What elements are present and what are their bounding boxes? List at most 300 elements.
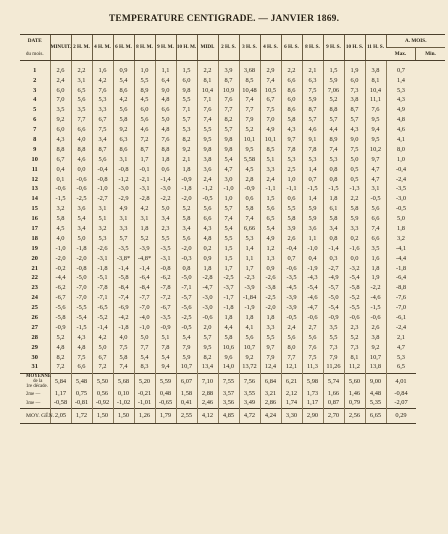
value-cell: -7,1: [176, 284, 197, 294]
value-cell: 2,6: [365, 323, 386, 333]
value-cell: 3,8: [365, 333, 386, 343]
value-cell: 3,4: [155, 214, 176, 224]
mean-cell: 4,01: [386, 373, 416, 390]
value-cell: -3,2: [344, 264, 365, 274]
value-cell: 9,2: [113, 125, 134, 135]
value-cell: 4,8: [386, 115, 416, 125]
header-hour: 4 H. S.: [260, 35, 281, 61]
value-cell: -0,8: [92, 175, 113, 185]
general-mean-cell: 2,70: [323, 409, 344, 424]
value-cell: 7,4: [260, 76, 281, 86]
value-cell: 12,4: [260, 363, 281, 373]
value-cell: -1,2: [197, 185, 218, 195]
mean-label: [20, 399, 50, 409]
value-cell: -4,7: [302, 303, 323, 313]
value-cell: 11,2: [344, 363, 365, 373]
header-hour: 6 H. M.: [113, 35, 134, 61]
table-row: [20, 66, 445, 76]
value-cell: 3,5: [50, 106, 71, 116]
value-cell: 1,5: [323, 66, 344, 76]
value-cell: 5,8: [113, 115, 134, 125]
value-cell: -1,4: [134, 264, 155, 274]
value-cell: 2,0: [197, 323, 218, 333]
value-cell: 1,7: [134, 155, 155, 165]
value-cell: 7,7: [218, 106, 239, 116]
mean-cell: 5,84: [50, 373, 71, 390]
general-mean-cell: 4,24: [260, 409, 281, 424]
value-cell: -5,4: [71, 313, 92, 323]
mean-label-decade: 3me —: [26, 400, 41, 406]
value-cell: 13,8: [365, 363, 386, 373]
value-cell: -6,7: [50, 293, 71, 303]
value-cell: -4,0: [134, 313, 155, 323]
value-cell: 6,0: [50, 125, 71, 135]
mean-cell: 2,88: [197, 390, 218, 399]
table-row: [20, 323, 445, 333]
mean-cell: 6,07: [176, 373, 197, 390]
value-cell: 2,7: [302, 323, 323, 333]
value-cell: 0,6: [239, 195, 260, 205]
value-cell: 7,7: [281, 353, 302, 363]
header-date-line2: du mois.: [25, 50, 44, 57]
value-cell: 1,0: [386, 155, 416, 165]
table-row: [20, 155, 445, 165]
value-cell: 1,8: [197, 264, 218, 274]
general-mean-cell: 1,26: [134, 409, 155, 424]
value-cell: 1,5: [218, 244, 239, 254]
general-mean-cell: 1,50: [113, 409, 134, 424]
day-cell: 5: [33, 106, 37, 114]
table-row: [20, 214, 445, 224]
value-cell: 0,8: [323, 175, 344, 185]
value-cell: 8,0: [386, 145, 416, 155]
day-cell: 15: [31, 205, 38, 213]
value-cell: -6,4: [386, 274, 416, 284]
value-cell: -0,2: [50, 264, 71, 274]
value-cell: 5,5: [176, 96, 197, 106]
header-hour: 10 H. S.: [344, 35, 365, 61]
value-cell: -2,2: [155, 195, 176, 205]
table-row: [20, 293, 445, 303]
value-cell: 8,6: [113, 145, 134, 155]
value-cell: 3,3: [260, 165, 281, 175]
value-cell: 10,48: [239, 86, 260, 96]
value-cell: -1,8: [218, 303, 239, 313]
value-cell: 8,8: [155, 145, 176, 155]
value-cell: -4,9: [323, 274, 344, 284]
value-cell: 9,5: [239, 145, 260, 155]
value-cell: 5,9: [302, 204, 323, 214]
table-row: [20, 175, 445, 185]
value-cell: -0,5: [197, 195, 218, 205]
value-cell: 5,7: [176, 115, 197, 125]
value-cell: -7,8: [92, 284, 113, 294]
value-cell: -1,6: [344, 244, 365, 254]
value-cell: 6,1: [323, 204, 344, 214]
header-hour: 8 H. M.: [134, 35, 155, 61]
value-cell: 5,5: [155, 234, 176, 244]
value-cell: 7,4: [365, 224, 386, 234]
value-cell: 9,2: [365, 343, 386, 353]
day-cell: 27: [31, 323, 38, 331]
value-cell: 5,8: [176, 214, 197, 224]
value-cell: 5,2: [239, 125, 260, 135]
value-cell: 1,8: [155, 155, 176, 165]
value-cell: 14,0: [218, 363, 239, 373]
value-cell: 5,7: [344, 115, 365, 125]
value-cell: 7,5: [260, 106, 281, 116]
value-cell: 7,4: [218, 214, 239, 224]
value-cell: -0,9: [50, 323, 71, 333]
value-cell: 7,06: [323, 86, 344, 96]
value-cell: 5,7: [218, 204, 239, 214]
mean-cell: 1,46: [344, 390, 365, 399]
mean-cell: 0,48: [155, 390, 176, 399]
value-cell: 7,2: [92, 363, 113, 373]
value-cell: 5,2: [323, 96, 344, 106]
value-cell: 6,0: [176, 76, 197, 86]
value-cell: 3,3: [344, 224, 365, 234]
value-cell: 8,8: [323, 106, 344, 116]
header-hour: 4 H. M.: [92, 35, 113, 61]
mean-label-decade: 1re décade.: [26, 384, 48, 390]
value-cell: -6,5: [92, 303, 113, 313]
general-mean-cell: 1,50: [92, 409, 113, 424]
value-cell: 1,5: [260, 195, 281, 205]
value-cell: 6,5: [71, 86, 92, 96]
value-cell: -5,8: [344, 284, 365, 294]
value-cell: 0,7: [386, 66, 416, 76]
value-cell: 5,2: [176, 204, 197, 214]
value-cell: 6,6: [281, 76, 302, 86]
value-cell: -1,0: [50, 244, 71, 254]
value-cell: 5,4: [71, 214, 92, 224]
mean-cell: 5,20: [134, 373, 155, 390]
day-cell: 1: [33, 66, 37, 74]
day-cell: 9: [33, 145, 37, 153]
value-cell: 0,5: [344, 175, 365, 185]
table-row: [20, 204, 445, 214]
value-cell: -4,7: [197, 284, 218, 294]
value-cell: 1,9: [344, 66, 365, 76]
table-row: [20, 343, 445, 353]
value-cell: 7,5: [92, 125, 113, 135]
value-cell: 8,6: [281, 86, 302, 96]
mean-cell: 1,66: [323, 390, 344, 399]
table-row: [20, 106, 445, 116]
value-cell: 1,0: [218, 195, 239, 205]
value-cell: 8,2: [197, 353, 218, 363]
value-cell: 3,6: [302, 224, 323, 234]
value-cell: -1,9: [302, 264, 323, 274]
day-cell: 31: [31, 363, 38, 371]
day-cell: 7: [33, 126, 37, 134]
value-cell: 1,0: [134, 66, 155, 76]
value-cell: -5,1: [92, 274, 113, 284]
value-cell: -7,8: [155, 284, 176, 294]
value-cell: -7,6: [386, 293, 416, 303]
value-cell: 5,9: [302, 214, 323, 224]
value-cell: -2,7: [92, 195, 113, 205]
value-cell: 5,7: [197, 333, 218, 343]
value-cell: 4,9: [260, 125, 281, 135]
value-cell: 4,9: [386, 106, 416, 116]
value-cell: 0,6: [281, 195, 302, 205]
value-cell: -7,0: [71, 293, 92, 303]
mean-cell: 2,86: [260, 399, 281, 409]
value-cell: -1,8: [176, 185, 197, 195]
value-cell: 6,7: [92, 115, 113, 125]
value-cell: -2,8: [134, 195, 155, 205]
mean-cell: 5,60: [344, 373, 365, 390]
value-cell: 8,0: [281, 343, 302, 353]
value-cell: 0,1: [50, 175, 71, 185]
value-cell: -7,1: [92, 293, 113, 303]
value-cell: 7,8: [281, 145, 302, 155]
general-mean-cell: 3,30: [281, 409, 302, 424]
value-cell: 4,3: [281, 125, 302, 135]
value-cell: 4,0: [113, 333, 134, 343]
value-cell: -4,6: [365, 293, 386, 303]
day-cell: 11: [31, 165, 38, 173]
value-cell: -2,2: [365, 284, 386, 294]
value-cell: 7,4: [113, 363, 134, 373]
value-cell: 4,5: [134, 96, 155, 106]
value-cell: 5,3: [302, 155, 323, 165]
mean-cell: 0,41: [176, 399, 197, 409]
value-cell: 5,8: [113, 353, 134, 363]
value-cell: 5,4: [113, 76, 134, 86]
general-mean-cell: 4,85: [218, 409, 239, 424]
value-cell: 0,6: [155, 165, 176, 175]
value-cell: 5,7: [323, 115, 344, 125]
value-cell: 5,6: [365, 204, 386, 214]
value-cell: 5,5: [197, 125, 218, 135]
value-cell: -4,1: [386, 244, 416, 254]
value-cell: -4,4: [386, 254, 416, 264]
value-cell: 8,2: [176, 135, 197, 145]
value-cell: 6,5: [386, 363, 416, 373]
value-cell: 4,4: [323, 125, 344, 135]
value-cell: 9,4: [365, 125, 386, 135]
value-cell: 5,4: [155, 353, 176, 363]
value-cell: 4,7: [218, 165, 239, 175]
table-row: [20, 96, 445, 106]
value-cell: 7,1: [197, 96, 218, 106]
value-cell: 3,4: [176, 224, 197, 234]
value-cell: 6,3: [302, 76, 323, 86]
value-cell: -5,0: [71, 274, 92, 284]
value-cell: 5,58: [239, 155, 260, 165]
value-cell: 4,8: [50, 343, 71, 353]
value-cell: 7,9: [176, 343, 197, 353]
value-cell: 0,7: [302, 175, 323, 185]
value-cell: 5,9: [176, 353, 197, 363]
value-cell: -3,0: [113, 185, 134, 195]
value-cell: 6,6: [71, 363, 92, 373]
value-cell: -0,5: [176, 323, 197, 333]
value-cell: 5,0: [155, 115, 176, 125]
value-cell: -5,5: [71, 303, 92, 313]
value-cell: -7,4: [113, 293, 134, 303]
value-cell: 5,8: [218, 333, 239, 343]
value-cell: -0,5: [281, 313, 302, 323]
value-cell: 7,3: [344, 343, 365, 353]
value-cell: 4,4: [218, 323, 239, 333]
value-cell: -3,9: [239, 284, 260, 294]
table-row: [20, 165, 445, 175]
value-cell: 10,9: [218, 86, 239, 96]
value-cell: 5,6: [71, 96, 92, 106]
general-mean-cell: 6,65: [365, 409, 386, 424]
value-cell: -5,6: [50, 303, 71, 313]
value-cell: -3,1: [92, 254, 113, 264]
value-cell: 7,5: [302, 86, 323, 96]
value-cell: -6,1: [386, 313, 416, 323]
header-hour: MIDI.: [197, 35, 218, 61]
day-cell: 13: [31, 185, 38, 193]
mean-cell: 3,57: [218, 390, 239, 399]
value-cell: 5,0: [386, 214, 416, 224]
table-row: [20, 115, 445, 125]
value-cell: 8,1: [365, 76, 386, 86]
table-row: [20, 363, 445, 373]
value-cell: -1,0: [134, 323, 155, 333]
value-cell: 6,7: [260, 96, 281, 106]
value-cell: 5,3: [386, 86, 416, 96]
value-cell: 2,2: [197, 66, 218, 76]
value-cell: 1,8: [323, 195, 344, 205]
value-cell: -2,9: [113, 195, 134, 205]
day-cell: 12: [31, 175, 38, 183]
value-cell: 10,7: [239, 343, 260, 353]
day-cell: 30: [31, 353, 38, 361]
day-cell: 10: [31, 155, 38, 163]
mean-cell: 3,49: [239, 399, 260, 409]
day-cell: 24: [31, 294, 38, 302]
value-cell: 2,5: [281, 165, 302, 175]
value-cell: 3,6: [71, 204, 92, 214]
value-cell: -1,5: [365, 303, 386, 313]
value-cell: 8,7: [344, 106, 365, 116]
value-cell: 3,1: [113, 214, 134, 224]
day-cell: 23: [31, 284, 38, 292]
mean-cell: 0,56: [92, 390, 113, 399]
value-cell: 6,7: [92, 353, 113, 363]
mean-label-title: MOYENNE: [26, 373, 52, 379]
value-cell: 1,8: [218, 313, 239, 323]
value-cell: -2,4: [386, 323, 416, 333]
value-cell: 4,0: [71, 135, 92, 145]
value-cell: -6,4: [134, 274, 155, 284]
value-cell: -0,4: [281, 244, 302, 254]
value-cell: 5,5: [281, 204, 302, 214]
value-cell: 5,2: [50, 333, 71, 343]
value-cell: 2,8: [239, 175, 260, 185]
value-cell: 5,5: [260, 333, 281, 343]
value-cell: -3,8: [260, 284, 281, 294]
mean-cell: 5,50: [92, 373, 113, 390]
value-cell: 10,4: [365, 86, 386, 96]
value-cell: 5,3: [239, 234, 260, 244]
value-cell: -1,8: [113, 323, 134, 333]
value-cell: -1,0: [92, 185, 113, 195]
value-cell: 5,2: [134, 234, 155, 244]
value-cell: -3,8*: [113, 254, 134, 264]
value-cell: -2,6: [260, 274, 281, 284]
value-cell: 7,4: [239, 96, 260, 106]
value-cell: 3,4: [92, 135, 113, 145]
value-cell: -1,3: [344, 185, 365, 195]
day-cell: 28: [31, 333, 38, 341]
value-cell: 1,3: [260, 254, 281, 264]
day-cell: 6: [33, 116, 37, 124]
value-cell: -0,9: [239, 185, 260, 195]
value-cell: 3,1: [134, 214, 155, 224]
value-cell: 10,4: [197, 86, 218, 96]
value-cell: -2,0: [176, 195, 197, 205]
value-cell: 3,1: [113, 155, 134, 165]
value-cell: 5,5: [134, 76, 155, 86]
value-cell: -2,5: [260, 293, 281, 303]
value-cell: 3,4: [71, 224, 92, 234]
value-cell: 4,9: [113, 204, 134, 214]
value-cell: 3,8: [344, 96, 365, 106]
value-cell: 6,6: [197, 214, 218, 224]
value-cell: 5,6: [92, 155, 113, 165]
value-cell: -0,6: [302, 313, 323, 323]
value-cell: -3,0: [197, 293, 218, 303]
value-cell: -0,4: [386, 165, 416, 175]
value-cell: -3,0: [386, 195, 416, 205]
mean-cell: 5,98: [302, 373, 323, 390]
value-cell: -3,1: [155, 254, 176, 264]
value-cell: 4,3: [197, 224, 218, 234]
value-cell: -2,5: [176, 313, 197, 323]
value-cell: 4,1: [386, 135, 416, 145]
value-cell: -1,0: [302, 244, 323, 254]
value-cell: 6,3: [113, 135, 134, 145]
table-row: [20, 284, 445, 294]
mean-cell: -0,58: [50, 399, 71, 409]
value-cell: 2,3: [344, 323, 365, 333]
value-cell: 5,3: [323, 155, 344, 165]
mean-cell: 1,73: [302, 390, 323, 399]
value-cell: 8,7: [134, 145, 155, 155]
value-cell: 7,3: [344, 86, 365, 96]
page-title: TEMPERATURE CENTIGRADE. — JANVIER 1869.: [108, 14, 340, 24]
value-cell: -3,5: [155, 244, 176, 254]
value-cell: 5,0: [155, 204, 176, 214]
value-cell: 3,8: [365, 66, 386, 76]
general-mean-cell: 2,56: [344, 409, 365, 424]
value-cell: 8,9: [134, 86, 155, 96]
value-cell: 2,3: [155, 224, 176, 234]
value-cell: 11,26: [323, 363, 344, 373]
value-cell: 5,9: [344, 214, 365, 224]
value-cell: 7,6: [197, 106, 218, 116]
value-cell: 8,1: [344, 353, 365, 363]
value-cell: 4,6: [386, 125, 416, 135]
value-cell: -2,3: [239, 274, 260, 284]
value-cell: 5,9: [323, 76, 344, 86]
value-cell: 8,7: [302, 106, 323, 116]
mean-cell: 3,56: [218, 399, 239, 409]
value-cell: 3,2: [50, 204, 71, 214]
value-cell: 3,5: [71, 106, 92, 116]
value-cell: 5,6: [176, 234, 197, 244]
table-row: [20, 76, 445, 86]
